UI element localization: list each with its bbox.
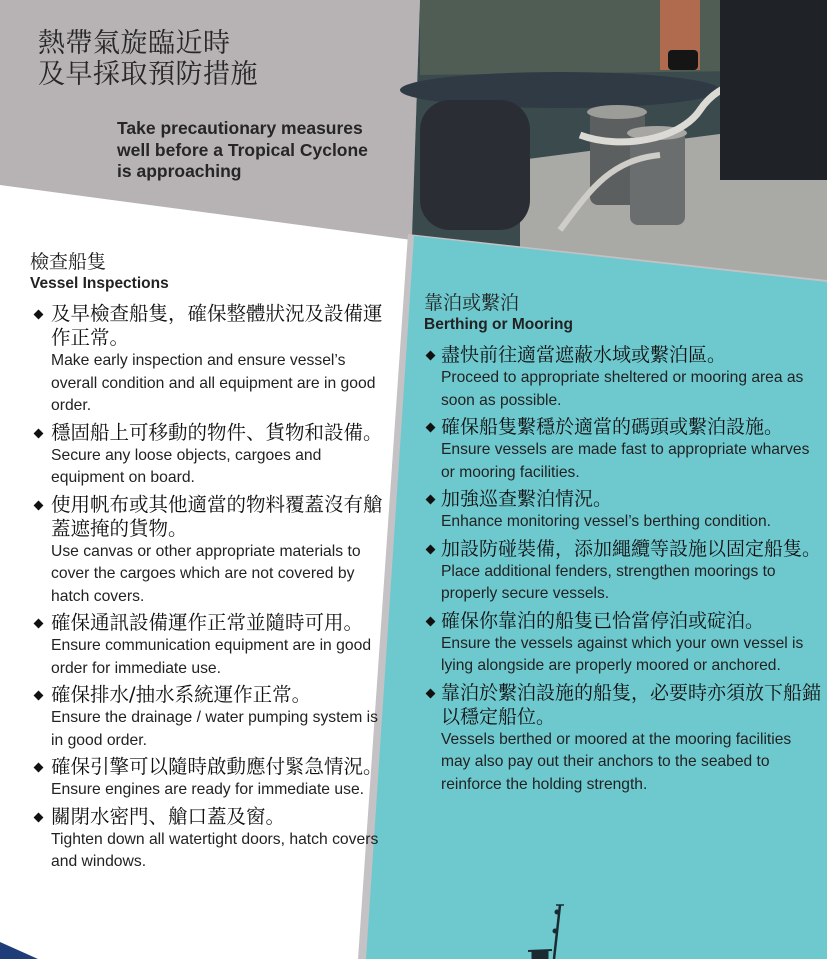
navy-corner	[0, 942, 38, 959]
item-text-en: Ensure the vessels against which your own vessel is lying alongside are properly moored or anchored.	[441, 634, 804, 674]
list-item	[30, 683, 390, 752]
item-text-zh: 確保通訊設備運作正常並隨時可用。	[51, 611, 364, 634]
item-text-en: Place additional fenders, strengthen moorings to properly secure vessels.	[441, 562, 776, 602]
item-text-en: Proceed to appropriate sheltered or mooring area as soon as possible.	[441, 369, 804, 409]
list-item	[30, 493, 390, 609]
item-text-zh: 使用帆布或其他適當的物料覆蓋沒有艙蓋遮掩的貨物。	[51, 492, 383, 540]
item-text-zh: 確保引擎可以隨時啟動應付緊急情況。	[51, 755, 383, 778]
item-text-zh: 確保船隻繫穩於適當的碼頭或繫泊設施。	[441, 416, 784, 438]
diamond-bullet-icon	[34, 310, 44, 320]
item-text-en: Use canvas or other appropriate materials to cover the cargoes which are not covered by hatch covers.	[51, 542, 361, 605]
vessel-inspections-section	[30, 250, 390, 877]
diamond-bullet-icon	[34, 812, 44, 822]
item-text-en: Ensure vessels are made fast to appropriate wharves or mooring facilities.	[441, 441, 810, 481]
item-text-zh: 加強巡查繫泊情況。	[441, 488, 613, 510]
title-zh-line-1: 熱帶氣旋臨近時	[38, 28, 231, 59]
diamond-bullet-icon	[34, 763, 44, 773]
list-item	[424, 415, 824, 484]
list-item	[30, 805, 390, 874]
list-item	[30, 611, 390, 680]
item-text-en: Enhance monitoring vessel’s berthing condition.	[441, 513, 771, 530]
item-text-en: Ensure engines are ready for immediate use.	[51, 781, 365, 798]
item-text-zh: 關閉水密門、艙口蓋及窗。	[51, 804, 286, 828]
section-heading-en: Berthing or Mooring	[424, 316, 573, 333]
list-item	[424, 487, 824, 534]
item-text-zh: 確保你靠泊的船隻已恰當停泊或碇泊。	[441, 609, 765, 632]
list-item	[30, 421, 390, 490]
item-text-en: Ensure communication equipment are in good order for immediate use.	[51, 637, 372, 677]
item-text-zh: 加設防碰裝備，添加繩纜等設施以固定船隻。	[441, 537, 822, 560]
list-item	[30, 302, 390, 418]
item-text-zh: 確保排水/抽水系統運作正常。	[51, 683, 312, 706]
page-title-zh	[38, 28, 258, 90]
diamond-bullet-icon	[426, 423, 436, 433]
berthing-mooring-section	[424, 291, 824, 799]
diamond-bullet-icon	[34, 500, 44, 510]
list-item	[424, 537, 824, 606]
section-heading-zh: 檢查船隻	[30, 251, 107, 273]
mooring-photo	[400, 0, 827, 282]
list-item	[424, 681, 824, 797]
diamond-bullet-icon	[426, 495, 436, 505]
diamond-bullet-icon	[426, 351, 436, 361]
page-title-en	[117, 118, 368, 183]
diamond-bullet-icon	[34, 428, 44, 438]
diamond-bullet-icon	[34, 691, 44, 701]
item-text-zh: 盡快前往適當遮蔽水域或繫泊區。	[441, 344, 727, 366]
list-item	[424, 609, 824, 678]
item-text-zh: 靠泊於繫泊設施的船隻，必要時亦須放下船錨以穩定船位。	[441, 681, 822, 728]
title-zh-line-2: 及早採取預防措施	[38, 59, 258, 90]
item-text-zh: 穩固船上可移動的物件、貨物和設備。	[51, 420, 383, 444]
title-en-line-2: well before a Tropical Cyclone	[117, 139, 368, 160]
berthing-mooring-list	[424, 343, 824, 796]
diamond-bullet-icon	[34, 619, 44, 629]
item-text-en: Tighten down all watertight doors, hatch covers and windows.	[51, 830, 379, 870]
title-en-line-3: is approaching	[117, 161, 242, 181]
diamond-bullet-icon	[426, 616, 436, 626]
item-text-en: Make early inspection and ensure vessel’s overall condition and all equipment are in good order.	[51, 352, 376, 414]
item-text-en: Ensure the drainage / water pumping system is in good order.	[51, 709, 378, 749]
item-text-zh: 及早檢查船隻，確保整體狀況及設備運作正常。	[51, 302, 383, 349]
item-text-en: Vessels berthed or moored at the mooring facilities may also pay out their anchors to the seabed to reinforce the holding strength.	[441, 730, 792, 793]
title-en-line-1: Take precautionary measures	[117, 118, 363, 138]
vessel-inspections-list	[30, 302, 390, 874]
list-item	[30, 755, 390, 802]
item-text-en: Secure any loose objects, cargoes and equipment on board.	[51, 446, 322, 486]
section-heading-zh: 靠泊或繫泊	[424, 292, 520, 314]
diamond-bullet-icon	[426, 688, 436, 698]
section-heading-en: Vessel Inspections	[30, 275, 169, 292]
list-item	[424, 343, 824, 412]
diamond-bullet-icon	[426, 544, 436, 554]
